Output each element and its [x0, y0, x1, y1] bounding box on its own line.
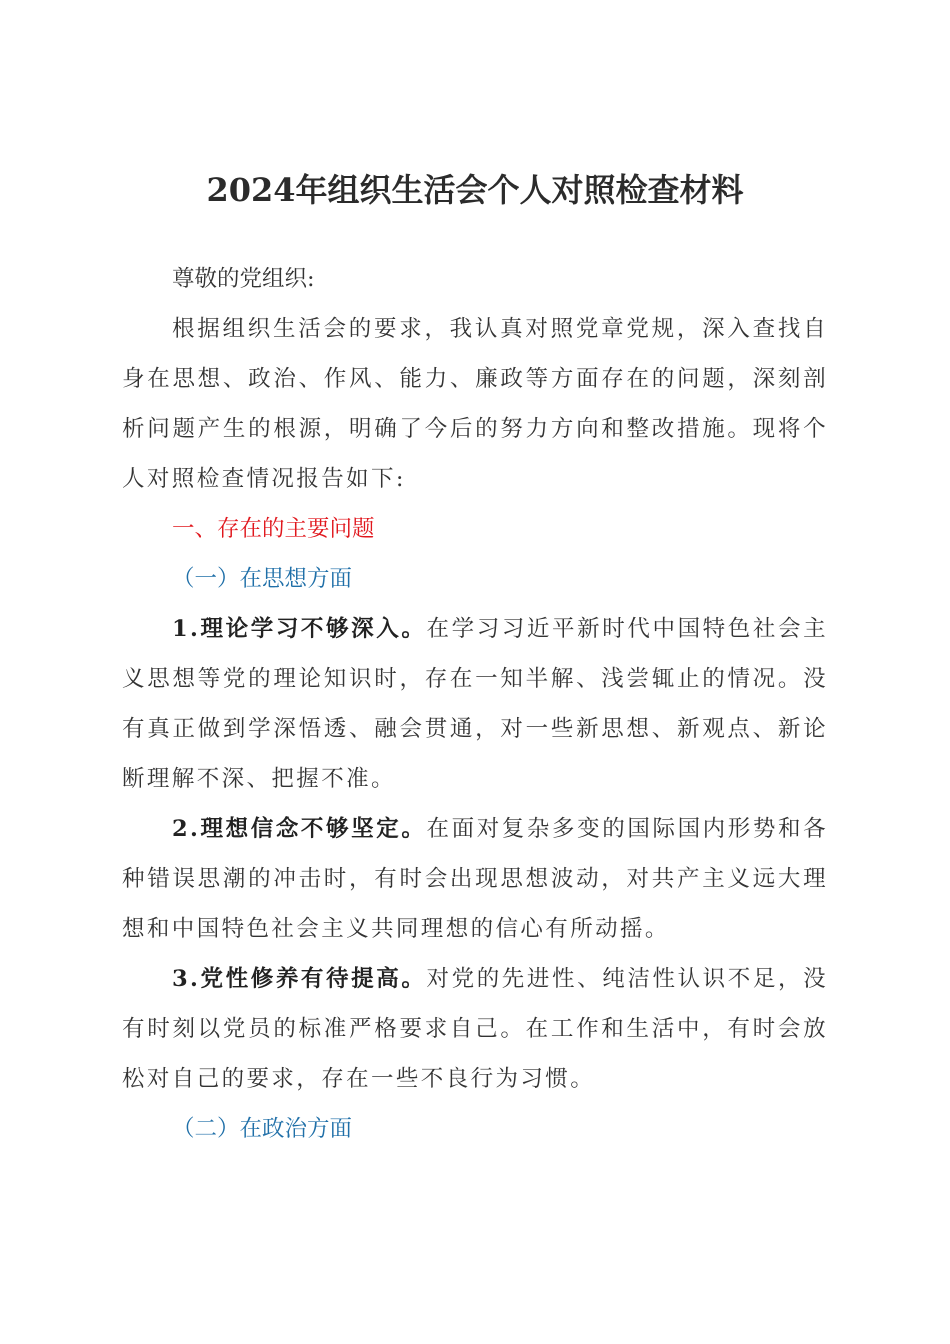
problem-item-body: 在学习习近平新时代中国特色社会主义思想等党的理论知识时，存在一知半解、浅尝辄止的情况。没有真正做到学深悟透、融会贯通，对一些新思想、新观点、新论断理解不深、把握不准。: [122, 616, 829, 792]
problem-item: [122, 804, 828, 954]
problem-item-body: 在面对复杂多变的国际国内形势和各种错误思潮的冲击时，有时会出现思想波动，对共产主义远大理想和中国特色社会主义共同理想的信心有所动摇。: [122, 816, 829, 942]
problem-item-title: 2.理想信念不够坚定。: [172, 816, 427, 842]
problem-item-title: 3.党性修养有待提高。: [172, 966, 427, 992]
problem-item: [122, 954, 828, 1104]
salutation: 尊敬的党组织:: [172, 266, 315, 292]
section-heading-main-problems: 一、存在的主要问题: [172, 516, 375, 542]
problem-item-title: 1.理论学习不够深入。: [172, 616, 427, 642]
subsection-heading-thought: （一）在思想方面: [172, 566, 353, 592]
intro-paragraph: 根据组织生活会的要求，我认真对照党章党规，深入查找自身在思想、政治、作风、能力、廉政等方面存在的问题，深刻剖析问题产生的根源，明确了今后的努力方向和整改措施。现将个人对照检查情况报告如下:: [122, 316, 828, 492]
problem-item-body: 对党的先进性、纯洁性认识不足，没有时刻以党员的标准严格要求自己。在工作和生活中，有时会放松对自己的要求，存在一些不良行为习惯。: [122, 966, 829, 1092]
document-title: 2024年组织生活会个人对照检查材料: [206, 171, 744, 209]
problem-item: [122, 604, 828, 804]
subsection-heading-politics: （二）在政治方面: [172, 1116, 353, 1142]
